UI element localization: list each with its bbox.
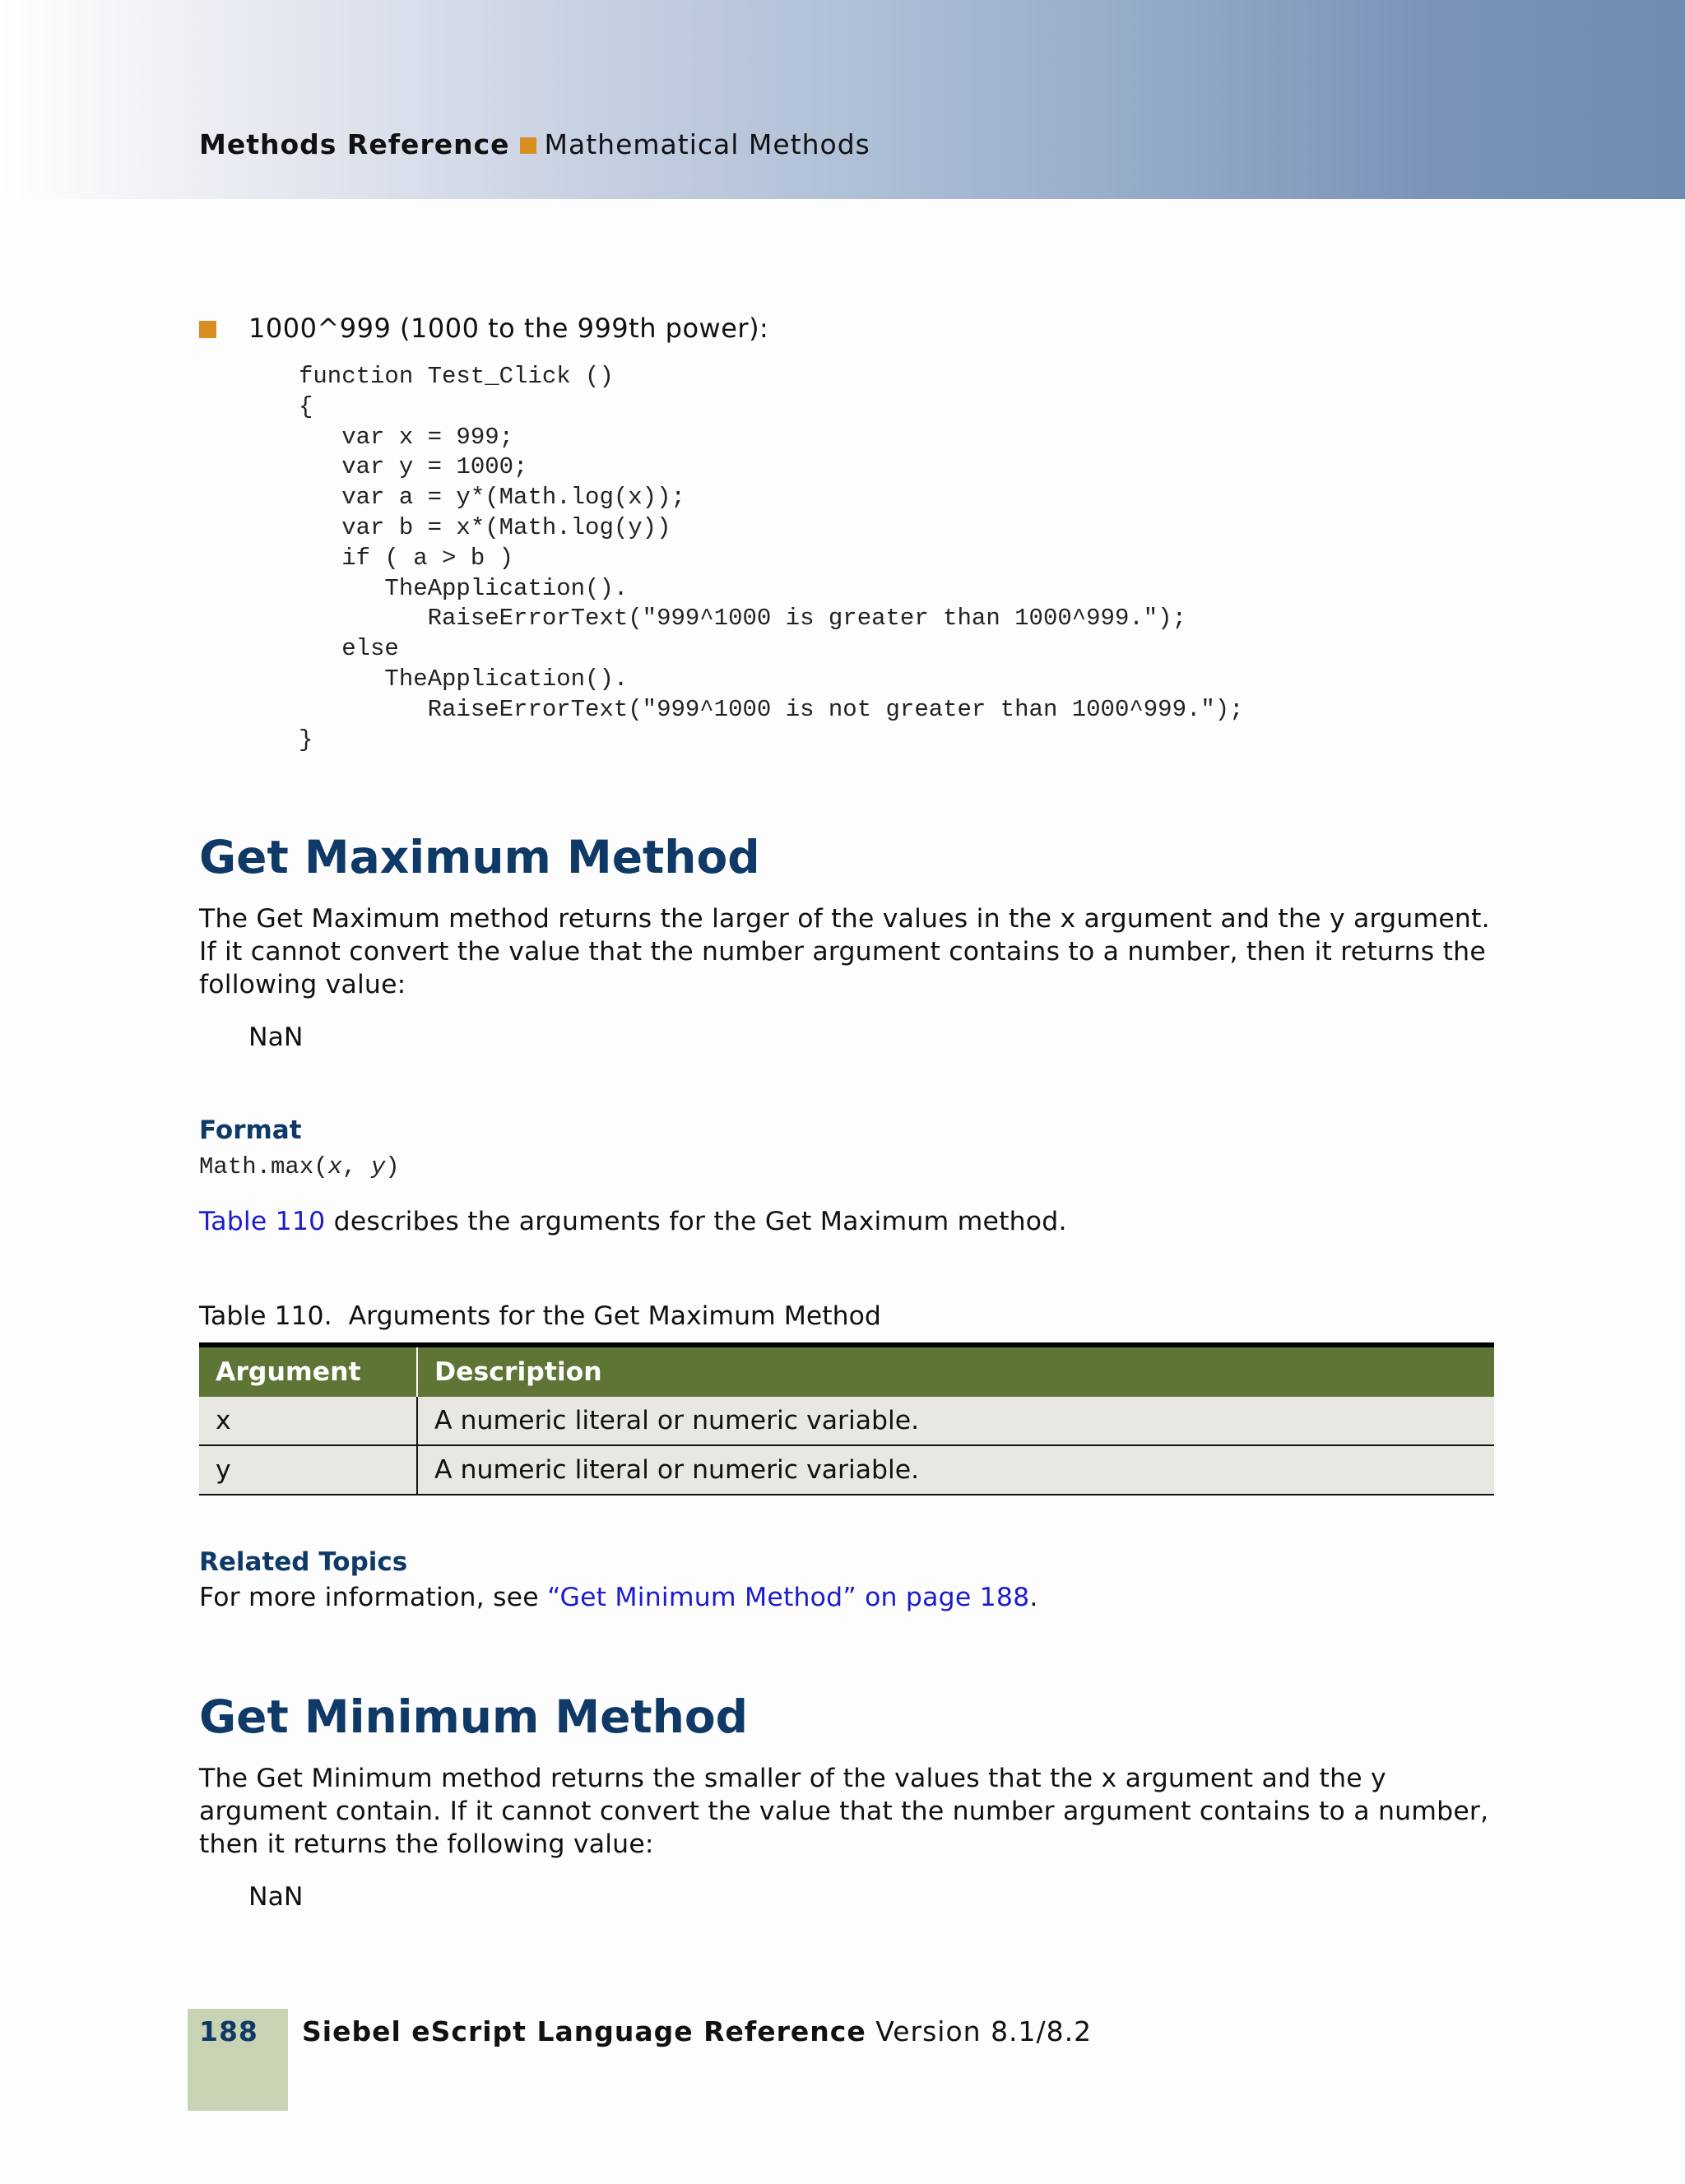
footer-book-title (302, 2015, 1092, 2047)
table-cell-description: A numeric literal or numeric variable. (417, 1397, 1494, 1445)
column-header-description: Description (417, 1345, 1494, 1397)
column-header-argument: Argument (199, 1345, 417, 1397)
get-maximum-return-value: NaN (248, 1022, 304, 1052)
related-topics-text (199, 1581, 1499, 1614)
bullet-square-icon (199, 321, 216, 338)
table-caption: Table 110. Arguments for the Get Maximum Method (199, 1301, 881, 1331)
format-arg-y: y (370, 1153, 386, 1180)
footer-title-strong: Siebel eScript Language Reference (302, 2015, 866, 2047)
format-code-separator: , (342, 1153, 371, 1180)
get-minimum-link[interactable]: “Get Minimum Method” on page 188 (547, 1583, 1030, 1612)
get-maximum-description: The Get Maximum method returns the larger of the values in the x argument and the y argument. If it cannot convert the value that the number argument contains to a number, then it returns the following value: (199, 904, 1490, 999)
format-code (199, 1153, 400, 1180)
format-code-suffix: ) (385, 1153, 400, 1180)
code-example: function Test_Click () { var x = 999; var y = 1000; var a = y*(Math.log(x)); var b = x*(Math.log(y)) if ( a > b ) TheApplication(). RaiseErrorText("999^1000 is greater than 1000^999."); else TheApplication(). RaiseErrorText("999^1000 is not greater than 1000^999."); } (299, 363, 1244, 754)
get-minimum-heading: Get Minimum Method (199, 1690, 749, 1743)
get-minimum-description: The Get Minimum method returns the smaller of the values that the x argument and the y argument contain. If it cannot convert the value that the number argument contains to a number, then it returns the following value: (199, 1764, 1489, 1859)
related-topics-suffix: . (1029, 1583, 1038, 1612)
running-header (199, 128, 870, 160)
bullet-text: 1000^999 (1000 to the 999th power): (248, 313, 769, 344)
table-cell-description: A numeric literal or numeric variable. (417, 1445, 1494, 1495)
get-maximum-heading: Get Maximum Method (199, 831, 760, 883)
related-topics-heading: Related Topics (199, 1547, 408, 1577)
table-row (199, 1445, 1494, 1495)
related-topics-prefix: For more information, see (199, 1583, 548, 1612)
format-heading: Format (199, 1115, 302, 1145)
table-reference-sentence (199, 1205, 1499, 1238)
footer-version: Version 8.1/8.2 (866, 2015, 1093, 2047)
table-cell-argument: x (199, 1397, 417, 1445)
arguments-table (199, 1342, 1494, 1495)
table-cell-argument: y (199, 1445, 417, 1495)
header-separator-square (520, 137, 536, 154)
get-minimum-return-value: NaN (248, 1882, 304, 1912)
footer-page-number: 188 (199, 2015, 258, 2047)
header-subsection: Mathematical Methods (544, 128, 870, 160)
header-section: Methods Reference (199, 128, 510, 160)
format-arg-x: x (327, 1153, 343, 1180)
table-header-row (199, 1345, 1494, 1397)
table-reference-text: describes the arguments for the Get Maximum method. (325, 1207, 1067, 1236)
header-band (0, 0, 1685, 199)
format-code-prefix: Math.max( (199, 1153, 328, 1180)
table-row (199, 1397, 1494, 1445)
table-110-link[interactable]: Table 110 (199, 1207, 326, 1236)
